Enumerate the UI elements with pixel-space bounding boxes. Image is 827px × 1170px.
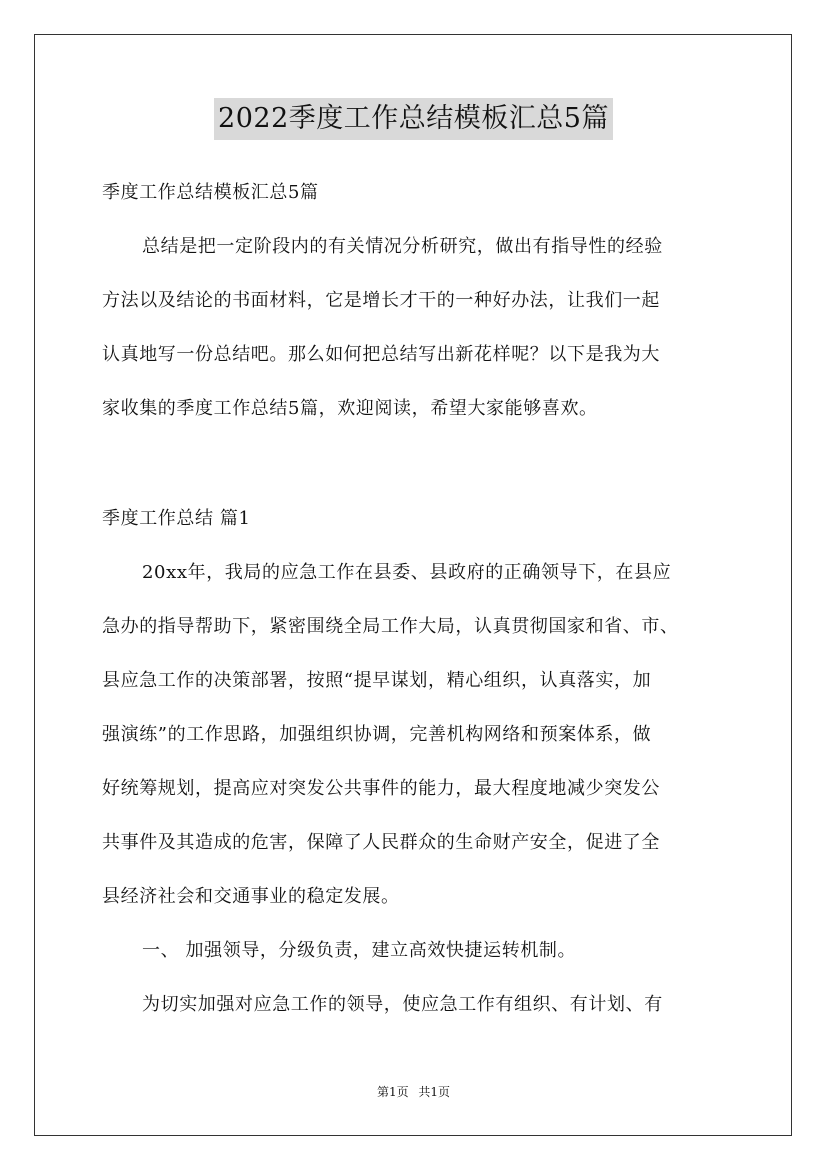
subtitle-line: 季度工作总结模板汇总5篇 (102, 182, 319, 203)
page-footer (0, 1083, 827, 1100)
body-line-8: 为切实加强对应急工作的领导，使应急工作有组织、有计划、有 (142, 994, 663, 1015)
intro-line-1: 总结是把一定阶段内的有关情况分析研究，做出有指导性的经验 (142, 236, 663, 257)
subsection-heading: 一、 加强领导，分级负责，建立高效快捷运转机制。 (142, 940, 577, 961)
section-heading: 季度工作总结 篇1 (102, 508, 251, 529)
body-line-1: 20xx年，我局的应急工作在县委、县政府的正确领导下，在县应 (142, 562, 672, 583)
page-total: 共1页 (418, 1085, 451, 1099)
body-line-2: 急办的指导帮助下，紧密围绕全局工作大局，认真贯彻国家和省、市、 (102, 616, 679, 637)
body-line-5: 好统筹规划，提高应对突发公共事件的能力，最大程度地减少突发公 (102, 778, 660, 799)
page-number: 第1页 (376, 1085, 409, 1099)
intro-line-4: 家收集的季度工作总结5篇，欢迎阅读，希望大家能够喜欢。 (102, 398, 598, 419)
intro-line-3: 认真地写一份总结吧。那么如何把总结写出新花样呢？以下是我为大 (102, 344, 660, 365)
body-line-6: 共事件及其造成的危害，保障了人民群众的生命财产安全，促进了全 (102, 832, 660, 853)
intro-line-2: 方法以及结论的书面材料，它是增长才干的一种好办法，让我们一起 (102, 290, 660, 311)
body-line-3: 县应急工作的决策部署，按照“提早谋划，精心组织，认真落实，加 (102, 670, 652, 691)
body-line-7: 县经济社会和交通事业的稳定发展。 (102, 886, 400, 907)
document-title: 2022季度工作总结模板汇总5篇 (214, 98, 613, 140)
title-container (0, 98, 827, 140)
body-line-4: 强演练”的工作思路，加强组织协调，完善机构网络和预案体系，做 (102, 724, 652, 745)
